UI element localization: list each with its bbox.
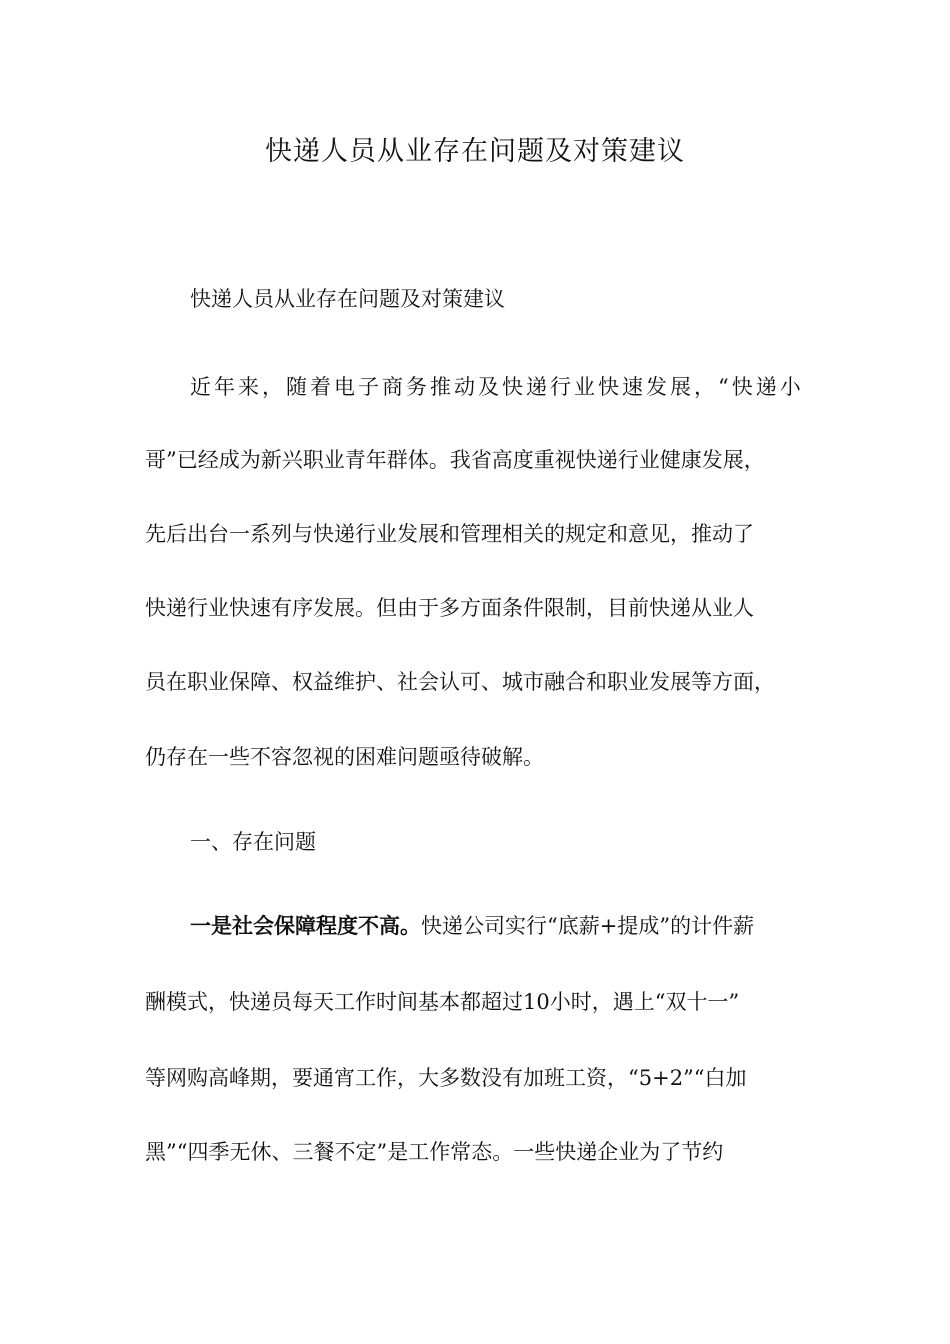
point1-line-1 — [190, 911, 860, 941]
intro-line-2: 哥”已经成为新兴职业青年群体。我省高度重视快递行业健康发展， — [145, 448, 765, 472]
intro-line-1: 近年来，随着电子商务推动及快递行业快速发展，“快递小 — [190, 375, 804, 399]
intro-line-6: 仍存在一些不容忽视的困难问题亟待破解。 — [145, 745, 544, 769]
point1-line-2: 酬模式，快递员每天工作时间基本都超过10小时，遇上“双十一” — [145, 990, 740, 1014]
point1-lead: 一是社会保障程度不高。 — [190, 913, 421, 938]
intro-line-5: 员在职业保障、权益维护、社会认可、城市融合和职业发展等方面， — [145, 670, 775, 694]
document-title: 快递人员从业存在问题及对策建议 — [265, 136, 685, 167]
point1-line-1-rest: 快递公司实行“底薪+提成”的计件薪 — [421, 914, 755, 938]
subtitle: 快递人员从业存在问题及对策建议 — [190, 287, 505, 311]
point1-line-4: 黑”“四季无休、三餐不定”是工作常态。一些快递企业为了节约 — [145, 1140, 724, 1164]
section-heading: 一、存在问题 — [190, 830, 316, 854]
intro-line-4: 快递行业快速有序发展。但由于多方面条件限制，目前快递从业人 — [145, 596, 754, 620]
intro-line-3: 先后出台一系列与快递行业发展和管理相关的规定和意见，推动了 — [145, 522, 754, 546]
point1-line-3: 等网购高峰期，要通宵工作，大多数没有加班工资，“5+2”“白加 — [145, 1066, 747, 1090]
